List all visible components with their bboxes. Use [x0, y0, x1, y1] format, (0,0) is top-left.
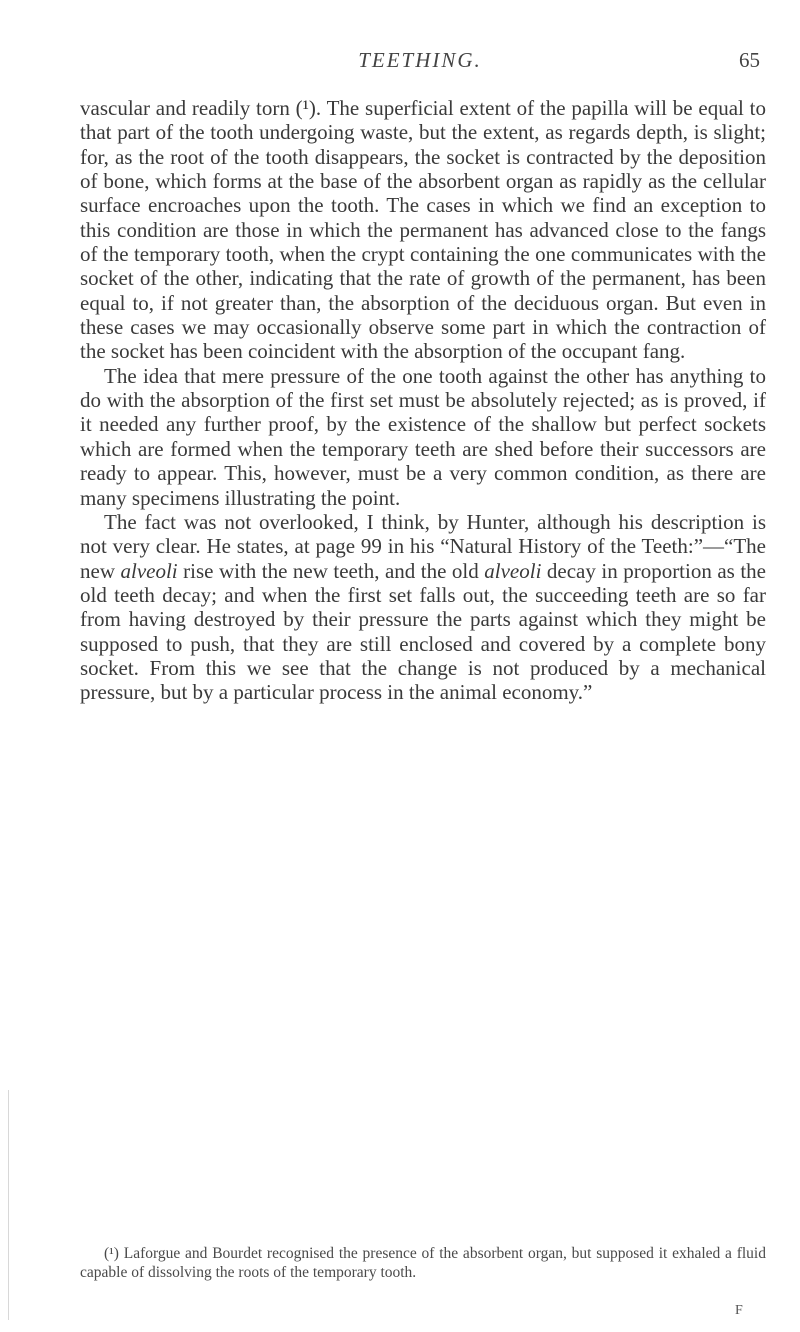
page-number: 65 — [739, 48, 760, 72]
italic-term: alveoli — [484, 558, 542, 583]
footnote: (¹) Laforgue and Bourdet recognised the presence of the absorbent organ, but supposed it exhaled a fluid capable of dissolving the roots of the temporary tooth. — [80, 1245, 766, 1281]
hunter-text-3: decay in proportion as the old teeth decay; and when the first set falls out, the succeeding teeth are so far from having destroyed by their pressure the parts against which they might be supposed to push, that they are still enclosed and covered by a complete bony socket. From this we see that the change is not produced by a mechanical pressure, but by a particular process in the animal economy.” — [80, 558, 766, 705]
paragraph: The idea that mere pressure of the one tooth against the other has anything to do with the absorption of the first set must be absolutely rejected; as is proved, if it needed any further proof, by the existence of the shallow but perfect sockets which are formed when the temporary teeth are shed before their successors are ready to appear. This, however, must be a very common condition, as there are many specimens illustrating the point. — [80, 363, 766, 510]
body-text — [80, 96, 766, 705]
running-title: TEETHING. — [358, 48, 482, 72]
paragraph: vascular and readily torn (¹). The superficial extent of the papilla will be equal to that part of the tooth undergoing waste, but the extent, as regards depth, is slight; for, as the root of the tooth disappears, the socket is contracted by the deposition of bone, which forms at the base of the absorbent organ as rapidly as the cellular surface encroaches upon the tooth. The cases in which we find an exception to this condition are those in which the permanent has advanced close to the fangs of the temporary tooth, when the crypt containing the one communicates with the socket of the other, indicating that the rate of growth of the permanent, has been equal to, if not greater than, the absorption of the deciduous organ. But even in these cases we may occasionally observe some part in which the contraction of the socket has been coincident with the absorption of the occupant fang. — [80, 96, 766, 364]
hunter-paragraph — [80, 510, 766, 705]
hunter-text-2: rise with the new teeth, and the old — [177, 558, 485, 583]
signature-mark: F — [735, 1303, 743, 1318]
page-header — [80, 48, 760, 80]
italic-term: alveoli — [120, 558, 178, 583]
hunter-text-1: The fact was not overlooked, I think, by Hunter, although his description is not very clear. He states, at page 99 in his “Natural History of the Teeth:”—“The new — [80, 509, 766, 583]
gutter-line — [8, 1090, 9, 1320]
